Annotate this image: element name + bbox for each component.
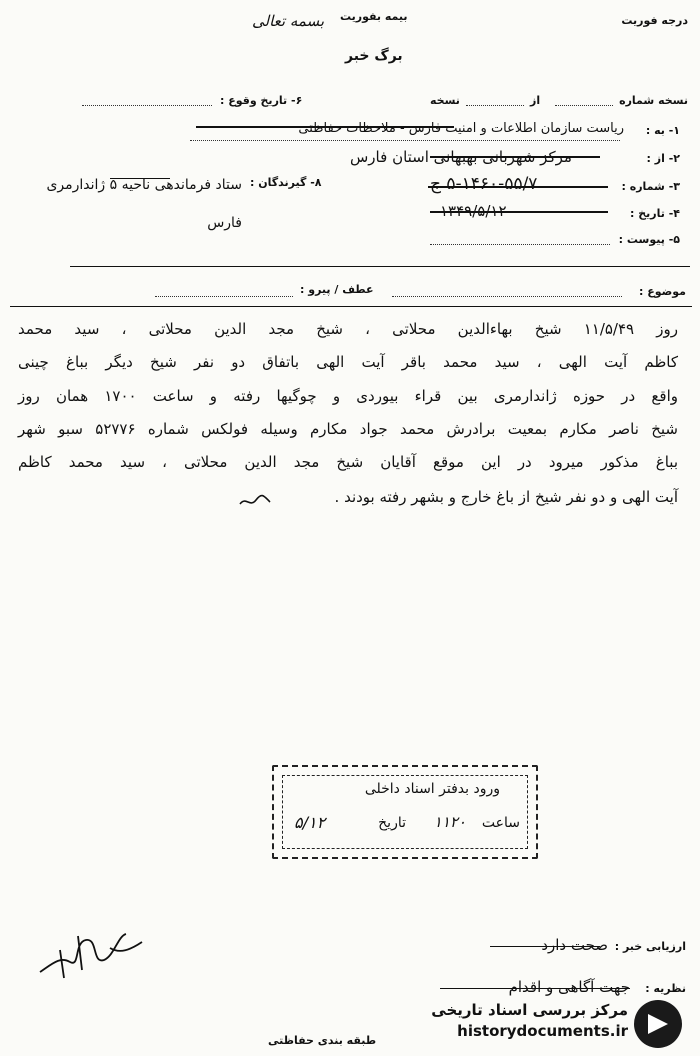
date-label: ۴- تاریخ :: [630, 207, 680, 220]
from2-value: مرکز شهربانی بهبهانی استان فارس: [350, 148, 572, 166]
attachment-label: ۵- پیوست :: [618, 233, 680, 246]
from-dots: [466, 105, 524, 106]
handwritten-bismillah: بسمه تعالی: [252, 12, 325, 30]
date-value: ۱۳۴۹/۵/۱۲: [440, 202, 507, 220]
copy-label: نسخه: [430, 94, 460, 107]
attachment-dots: [430, 244, 610, 245]
event-date-dots: [82, 105, 212, 106]
body-line-6: آیت الهی و دو نفر شیخ از باغ خارج و بشهر رفته بودند .: [334, 488, 678, 506]
divider-body: [10, 306, 692, 307]
to-dots: [190, 140, 620, 141]
watermark-title: مرکز بررسی اسناد تاریخی: [431, 1001, 628, 1019]
strike-line-from2: [430, 156, 600, 158]
from2-label: ۲- از :: [646, 152, 680, 165]
stamp-time-label: ساعت: [481, 815, 520, 831]
ref-dots: [155, 296, 293, 297]
recipients-value: ستاد فرماندهی ناحیه ۵ ژاندارمری فارس: [46, 177, 242, 231]
strike-line-evaluation: [490, 946, 600, 947]
body-line-4: شیخ ناصر مکارم بمعیت برادرش محمد جواد مکارم وسیله فولکس شماره ۵۲۷۷۶ سبو شهر: [18, 420, 678, 438]
body-line-2: کاظم آیت الهی ، سید محمد باقر آیت الهی باتفاق دو نفر شیخ دیگر بباغ چینی: [18, 353, 678, 371]
header-printed-note: بیمه بفوریت: [340, 10, 408, 23]
body-line-5: بباغ مذکور میرود در این موقع آقایان شیخ مجد الدین محلاتی ، سید محمد کاظم: [18, 453, 678, 471]
evaluation-label: ارزیابی خبر :: [614, 940, 686, 953]
opinion-value: جهت آگاهی و اقدام: [508, 978, 630, 996]
from-label: از: [530, 94, 541, 107]
event-date-label: ۶- تاریخ وقوع :: [220, 94, 303, 107]
handwritten-signature: [30, 920, 150, 990]
watermark-logo-icon: [634, 1000, 682, 1048]
priority-label: درجه فوریت: [621, 14, 688, 27]
stamp-line1: ورود بدفتر اسناد داخلی: [364, 781, 500, 797]
body-line-3: واقع در حوزه ژاندارمری بین قراء بیوردی و چوگیها رفته و ساعت ۱۷۰۰ همان روز: [18, 387, 678, 405]
watermark-url: historydocuments.ir: [457, 1022, 628, 1040]
stamp-date-label: تاریخ: [378, 815, 406, 831]
subject-label: موضوع :: [639, 285, 686, 298]
subject-dots: [392, 296, 622, 297]
form-title: برگ خبر: [345, 48, 403, 64]
copy-number-dots: [555, 105, 613, 106]
ref-label: عطف / پیرو :: [300, 283, 374, 296]
to-value: ریاست سازمان اطلاعات و امنیت فارس - ملاحظات حفاظتی: [298, 121, 624, 136]
classification-label: طبقه بندی حفاظتی: [268, 1034, 377, 1047]
strike-line-date: [430, 211, 608, 213]
stamp-date-value: ۵/۱۲: [294, 813, 326, 832]
opinion-label: نظریه :: [645, 982, 686, 995]
number-label: ۳- شماره :: [621, 180, 680, 193]
to-label: ۱- به :: [645, 124, 680, 137]
stamp-time-value: ۱۱۲۰: [433, 813, 466, 831]
recipients-label: ۸- گیرندگان :: [250, 176, 322, 189]
registration-stamp: [272, 765, 538, 859]
strike-line-number: [428, 186, 608, 188]
body-signature-mark: [238, 492, 272, 512]
divider-top: [70, 266, 690, 267]
strike-line-recipients: [110, 178, 170, 179]
number-value: ۵-۱۴۶۰-۵۵/۷ ج: [430, 174, 538, 194]
strike-line-opinion: [440, 988, 630, 989]
evaluation-value: صحت دارد: [541, 936, 608, 954]
body-line-1: روز ۱۱/۵/۴۹ شیخ بهاءالدین محلاتی ، شیخ مجد الدین محلاتی ، سید محمد: [18, 320, 678, 338]
copy-number-label: نسخه شماره: [619, 94, 688, 107]
strike-line-to: [196, 126, 454, 128]
